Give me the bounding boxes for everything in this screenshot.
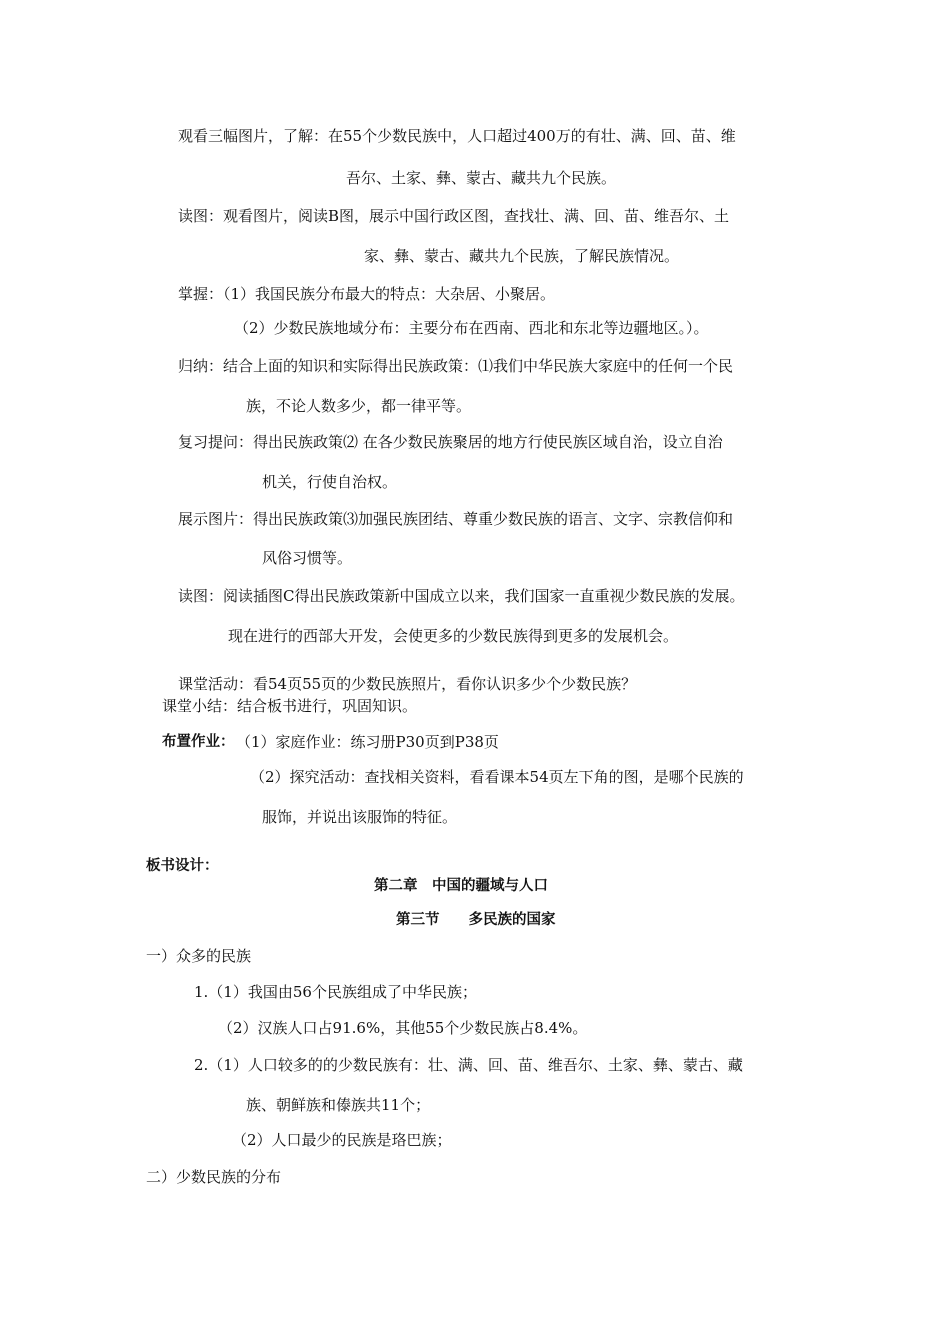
text-line: 掌握：（1）我国民族分布最大的特点：大杂居、小聚居。	[178, 285, 556, 303]
chapter-title: 第二章 中国的疆域与人口	[374, 878, 548, 894]
text-line: 展示图片：得出民族政策⑶加强民族团结、尊重少数民族的语言、文字、宗教信仰和	[178, 510, 734, 528]
board-heading: 一）众多的民族	[146, 947, 252, 965]
board-item: 族、朝鲜族和傣族共11个；	[246, 1096, 431, 1114]
text-line: 读图：观看图片，阅读B图，展示中国行政区图，查找壮、满、回、苗、维吾尔、土	[178, 207, 730, 225]
text-line: 机关，行使自治权。	[262, 473, 398, 491]
text-line: （1）家庭作业：练习册P30页到P38页	[236, 733, 499, 751]
text-line: 族，不论人数多少，都一律平等。	[246, 397, 472, 415]
text-line: 风俗习惯等。	[262, 549, 353, 567]
text-line: 观看三幅图片，了解：在55个少数民族中，人口超过400万的有壮、满、回、苗、维	[178, 127, 736, 145]
text-line: 现在进行的西部大开发，会使更多的少数民族得到更多的发展机会。	[228, 627, 679, 645]
text-line: 复习提问：得出民族政策⑵ 在各少数民族聚居的地方行使民族区域自治，设立自治	[178, 433, 723, 451]
board-item: 1.（1）我国由56个民族组成了中华民族；	[194, 983, 477, 1001]
text-line: 家、彝、蒙古、藏共九个民族，了解民族情况。	[364, 247, 680, 265]
text-line: 服饰，并说出该服饰的特征。	[262, 808, 458, 826]
text-line: （2）少数民族地域分布：主要分布在西南、西北和东北等边疆地区。）。	[234, 319, 709, 337]
text-line: 归纳：结合上面的知识和实际得出民族政策：⑴我们中华民族大家庭中的任何一个民	[178, 357, 734, 375]
board-item: （2）人口最少的民族是珞巴族；	[232, 1131, 452, 1149]
board-heading: 二）少数民族的分布	[146, 1168, 282, 1186]
section-title: 第三节 多民族的国家	[396, 912, 556, 928]
text-line: （2）探究活动：查找相关资料，看看课本54页左下角的图，是哪个民族的	[250, 768, 744, 786]
text-line: 读图：阅读插图C得出民族政策新中国成立以来，我们国家一直重视少数民族的发展。	[178, 587, 745, 605]
board-item: 2.（1）人口较多的的少数民族有：壮、满、回、苗、维吾尔、土家、彝、蒙古、藏	[194, 1056, 743, 1074]
board-item: （2）汉族人口占91.6%，其他55个少数民族占8.4%。	[218, 1019, 588, 1037]
text-line: 吾尔、土家、彝、蒙古、藏共九个民族。	[346, 169, 617, 187]
board-label: 板书设计：	[146, 858, 219, 874]
homework-label: 布置作业：	[162, 734, 235, 750]
text-line: 课堂活动：看54页55页的少数民族照片，看你认识多少个少数民族？	[178, 675, 637, 693]
text-line: 课堂小结：结合板书进行，巩固知识。	[162, 697, 418, 715]
